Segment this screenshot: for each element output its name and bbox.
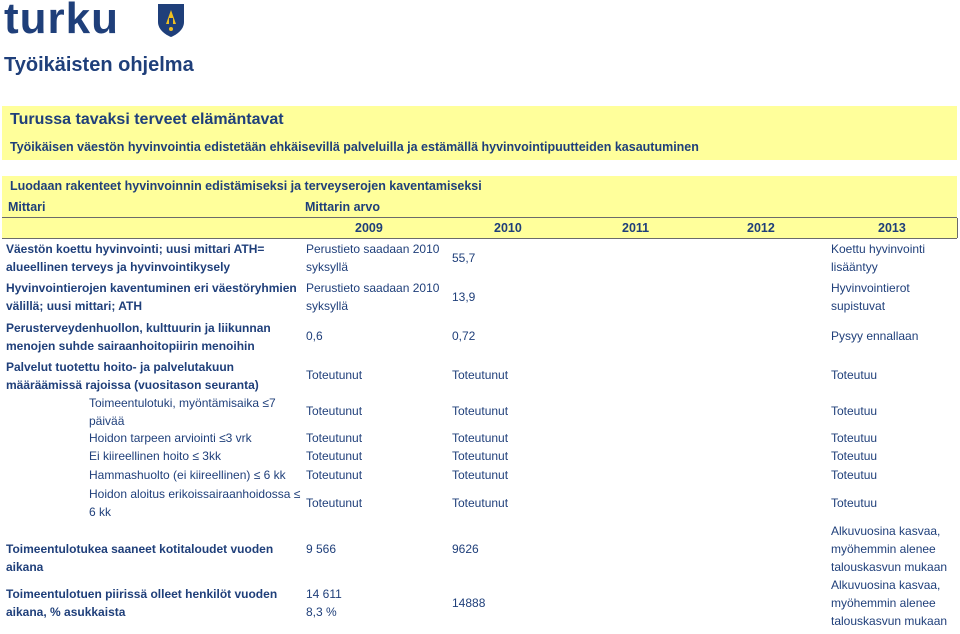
header-band: [2, 198, 957, 218]
logo-wordmark: turku: [4, 0, 119, 43]
row-1-2009: Perustieto saadaan 2010 syksyllä: [306, 242, 440, 274]
row-5-2013: Toteutuu: [831, 404, 878, 418]
row-11-2013: Alkuvuosina kasvaa, myöhemmin alenee talouskasvun mukaan: [831, 578, 948, 628]
year-2011: 2011: [622, 221, 650, 235]
row-2-2010: 13,9: [452, 290, 476, 304]
row-5-2009: Toteutunut: [306, 404, 363, 418]
row-10-2010: 9626: [452, 542, 479, 556]
row-9-2013: Toteutuu: [831, 496, 878, 510]
row-2-2013: Hyvinvointierot supistuvat: [831, 281, 910, 313]
year-2009: 2009: [355, 221, 383, 235]
goal-band-1: [2, 136, 957, 160]
row-7-label: Ei kiireellinen hoito ≤ 3kk: [89, 449, 221, 463]
row-1-label: Väestön koettu hyvinvointi; uusi mittari ATH= alueellinen terveys ja hyvinvointikysely: [6, 242, 265, 274]
row-4-2010: Toteutunut: [452, 368, 509, 382]
row-9-2010: Toteutunut: [452, 496, 509, 510]
row-6-2009: Toteutunut: [306, 431, 363, 445]
goal-1-text: Työikäisen väestön hyvinvointia edistetään ehkäisevillä palveluilla ja estämällä hyvinvointipuutteiden kasautuminen: [10, 140, 699, 154]
row-4-2009: Toteutunut: [306, 368, 363, 382]
row-11-2010: 14888: [452, 596, 486, 610]
row-7-2009: Toteutunut: [306, 449, 363, 463]
row-10-2013: Alkuvuosina kasvaa, myöhemmin alenee talouskasvun mukaan: [831, 524, 948, 574]
row-3-2013: Pysyy ennallaan: [831, 329, 919, 343]
row-6-label: Hoidon tarpeen arviointi ≤3 vrk: [89, 431, 252, 445]
year-band: [2, 218, 957, 238]
row-10-2009: 9 566: [306, 542, 337, 556]
row-7-2013: Toteutuu: [831, 449, 878, 463]
row-7-2010: Toteutunut: [452, 449, 509, 463]
divider: [957, 218, 958, 238]
row-8-2009: Toteutunut: [306, 468, 363, 482]
row-11-label: Toimeentulotuen piirissä olleet henkilöt vuoden aikana, % asukkaista: [6, 587, 278, 619]
row-8-2013: Toteutuu: [831, 468, 878, 482]
program-title: Turussa tavaksi terveet elämäntavat: [10, 111, 284, 128]
row-11-2009: 14 611 8,3 %: [306, 587, 342, 619]
header-value: Mittarin arvo: [305, 200, 381, 214]
goal-2-text: Luodaan rakenteet hyvinvoinnin edistämiseksi ja terveyserojen kaventamiseksi: [10, 179, 482, 193]
row-1-2013: Koettu hyvinvointi lisääntyy: [831, 242, 926, 274]
year-2010: 2010: [494, 221, 522, 235]
page-title: Työikäisten ohjelma: [4, 54, 194, 76]
year-2012: 2012: [747, 221, 775, 235]
year-2013: 2013: [878, 221, 906, 235]
row-2-label: Hyvinvointierojen kaventuminen eri väestöryhmien välillä; uusi mittari; ATH: [6, 281, 297, 313]
divider: [2, 217, 957, 218]
row-4-2013: Toteutuu: [831, 368, 878, 382]
row-9-label: Hoidon aloitus erikoissairaanhoidossa ≤ 6 kk: [89, 487, 301, 519]
row-8-2010: Toteutunut: [452, 468, 509, 482]
row-8-label: Hammashuolto (ei kiireellinen) ≤ 6 kk: [89, 468, 286, 482]
row-5-label: Toimeentulotuki, myöntämisaika ≤7 päivää: [89, 396, 276, 428]
goal-band-2: [2, 176, 957, 198]
row-2-2009: Perustieto saadaan 2010 syksyllä: [306, 281, 440, 313]
program-title-band: [2, 106, 957, 136]
row-3-2010: 0,72: [452, 329, 476, 343]
row-5-2010: Toteutunut: [452, 404, 509, 418]
row-9-2009: Toteutunut: [306, 496, 363, 510]
row-4-label: Palvelut tuotettu hoito- ja palvelutakuun määräämissä rajoissa (vuositason seuranta): [6, 360, 259, 392]
row-3-2009: 0,6: [306, 329, 323, 343]
header-indicator: Mittari: [8, 200, 46, 214]
crest-icon: [156, 2, 186, 38]
row-3-label: Perusterveydenhuollon, kulttuurin ja liikunnan menojen suhde sairaanhoitopiirin menoihin: [6, 321, 271, 353]
turku-logo: [4, 0, 186, 43]
row-1-2010: 55,7: [452, 251, 476, 265]
row-10-label: Toimeentulotukea saaneet kotitaloudet vuoden aikana: [6, 542, 274, 574]
divider: [2, 238, 957, 239]
row-6-2013: Toteutuu: [831, 431, 878, 445]
row-6-2010: Toteutunut: [452, 431, 509, 445]
